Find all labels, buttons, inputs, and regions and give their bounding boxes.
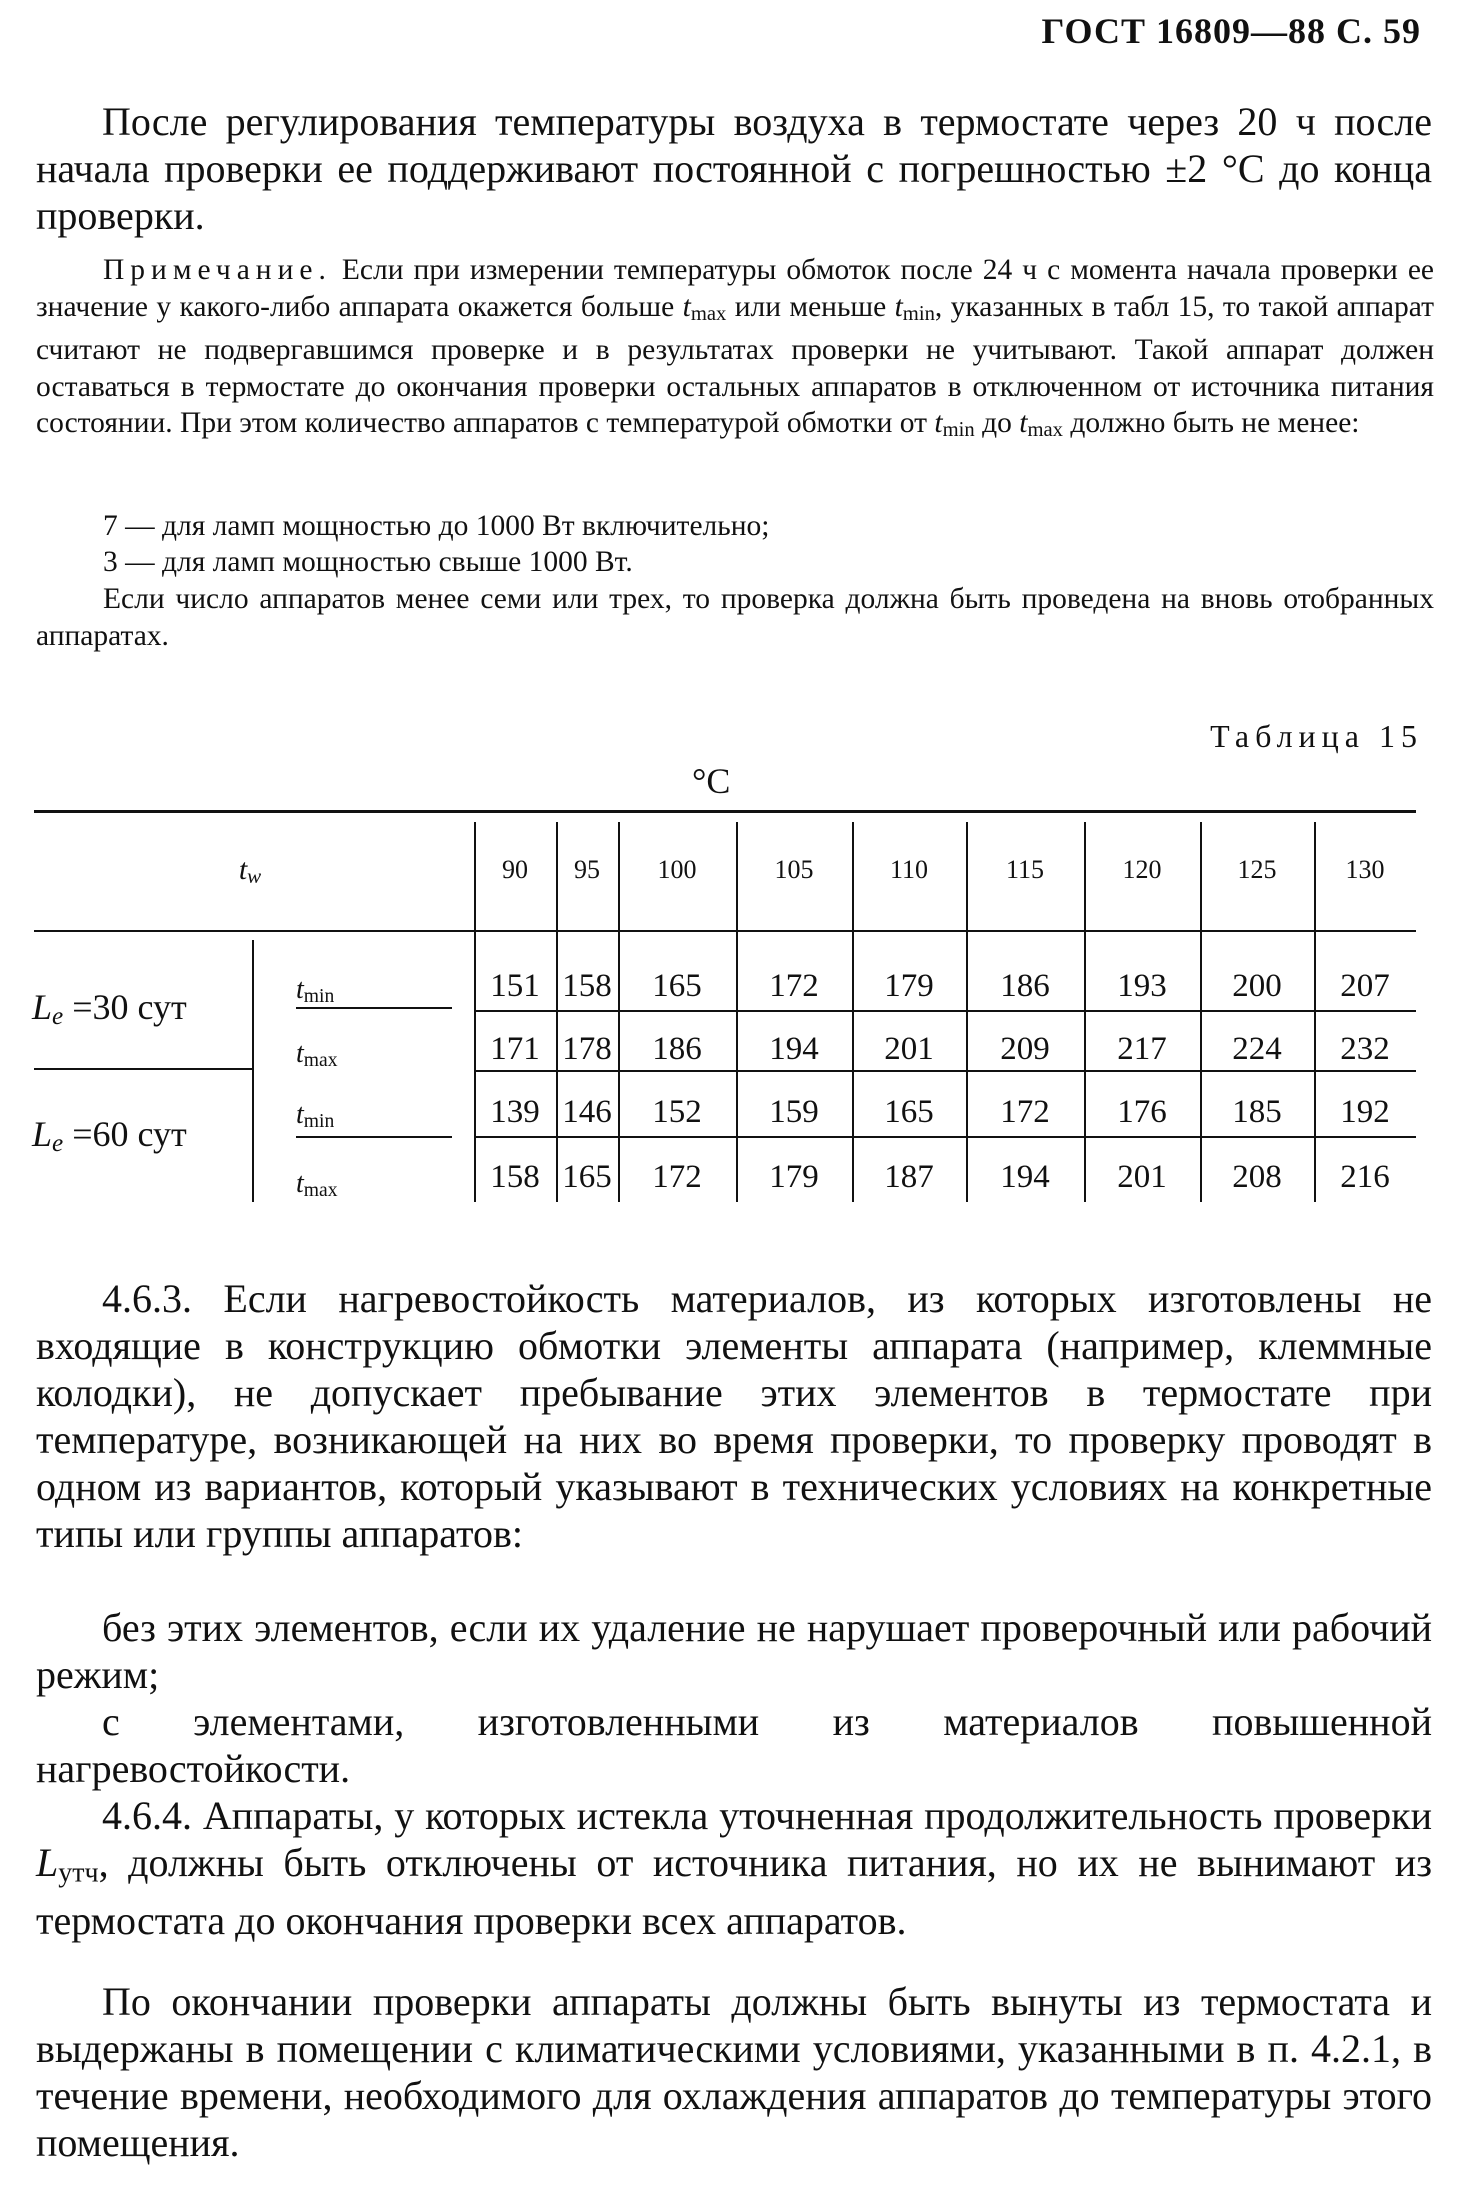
table-header-rule — [34, 930, 1416, 932]
table-cell: 139 — [490, 1094, 540, 1130]
table-cell: 201 — [1117, 1159, 1167, 1195]
table-cell: 159 — [769, 1094, 819, 1130]
sublabel-tmax-1: tmax — [296, 1038, 338, 1071]
tw-header: $t_w$ — [238, 853, 262, 889]
column-header: 125 — [1237, 855, 1277, 884]
table-cell: 165 — [562, 1159, 612, 1195]
table-cell: 201 — [884, 1031, 934, 1067]
table-cell: 186 — [1000, 968, 1050, 1004]
table-cell: 217 — [1117, 1031, 1167, 1067]
table-cell: 171 — [490, 1031, 540, 1067]
table-cell: 185 — [1232, 1094, 1282, 1130]
table-cell: 172 — [652, 1159, 702, 1195]
column-header: 130 — [1345, 855, 1385, 884]
table-cell: 179 — [884, 968, 934, 1004]
row-rule — [474, 1010, 1416, 1012]
note-item-2: 3 — для ламп мощностью свыше 1000 Вт. — [103, 546, 633, 578]
intro-paragraph: После регулирования температуры воздуха в термостате через 20 ч после начала проверки ее поддерживают постоянной с погрешностью ±2 °С до конца проверки. — [36, 99, 1432, 238]
section-4-6-4: 4.6.4. Аппараты, у которых истекла уточненная продолжительность проверки Lутч, должны быть отключены от источника питания, но их не вынимают из термостата до окончания проверки всех аппаратов. — [36, 1793, 1432, 1943]
table-cell: 193 — [1117, 968, 1167, 1004]
sublabel-underline-1 — [296, 1007, 452, 1009]
table-unit: °С — [692, 761, 731, 801]
note-label: Примечание. — [103, 254, 332, 286]
final-paragraph: По окончании проверки аппараты должны быть вынуты из термостата и выдержаны в помещении с климатическими условиями, указанными в п. 4.2.1, в течение времени, необходимого для охлаждения аппаратов до температуры этого помещения. — [36, 1979, 1432, 2165]
table-caption: Таблица 15 — [1210, 718, 1423, 754]
table-cell: 165 — [884, 1094, 934, 1130]
table-cell: 200 — [1232, 968, 1282, 1004]
table-cell: 158 — [562, 968, 612, 1004]
column-header: 100 — [657, 855, 697, 884]
table-cell: 208 — [1232, 1159, 1282, 1195]
note-paragraph: Примечание. Если при измерении температуры обмоток после 24 ч с момента начала проверки ее значение у какого-либо аппарата окажется больше $t_{max}$ или меньше $t_{min}$, указанных в табл 15, то такой аппарат считают не подвергавшимся проверке и в результатах проверки не учитывают. Такой аппарат должен оставаться в термостате до окончания проверки остальных аппаратов в отключенном от источника питания состоянии. При этом количество аппаратов с температурой обмотки от $t_{min}$ до $t_{max}$ должно быть не менее: — [36, 254, 1435, 442]
variant-1: без этих элементов, если их удаление не нарушает проверочный или рабочий режим; — [36, 1605, 1432, 1697]
page-header: ГОСТ 16809—88 С. 59 — [1041, 11, 1421, 51]
section-4-6-3: 4.6.3. Если нагревостойкость материалов, из которых изготовлены не входящие в конструкцию обмотки элементы аппарата (например, клеммные колодки), не допускает пребывание этих элементов в термостате при температуре, возникающей на них во время проверки, то проверку проводят в одном из вариантов, который указывают в технических условиях на конкретные типы или группы аппаратов: — [36, 1276, 1432, 1556]
note-item-1: 7 — для ламп мощностью до 1000 Вт включительно; — [103, 510, 770, 542]
table-cell: 192 — [1340, 1094, 1390, 1130]
table-cell: 186 — [652, 1031, 702, 1067]
table-cell: 216 — [1340, 1159, 1390, 1195]
table-cell: 194 — [1000, 1159, 1050, 1195]
table-cell: 146 — [562, 1094, 612, 1130]
note-conclusion: Если число аппаратов менее семи или трех, то проверка должна быть проведена на вновь отобранных аппаратах. — [36, 583, 1434, 652]
column-header: 115 — [1005, 855, 1045, 884]
table-cell: 179 — [769, 1159, 819, 1195]
table-cell: 172 — [1000, 1094, 1050, 1130]
sublabel-tmin-1: tmin — [296, 974, 335, 1007]
column-header: 120 — [1122, 855, 1162, 884]
group-label-60: $L_e =60$ сут — [32, 1114, 187, 1158]
column-header: 95 — [574, 855, 600, 884]
table-cell: 224 — [1232, 1031, 1282, 1067]
column-header: 90 — [502, 855, 528, 884]
table-cell: 178 — [562, 1031, 612, 1067]
group-label-30: $L_e =30$ сут — [32, 987, 187, 1031]
table-cell: 151 — [490, 968, 540, 1004]
table-cell: 232 — [1340, 1031, 1390, 1067]
label-divider — [252, 940, 254, 1202]
table-cell: 187 — [884, 1159, 934, 1195]
table-cell: 152 — [652, 1094, 702, 1130]
table-cell: 172 — [769, 968, 819, 1004]
row-rule — [474, 1070, 1416, 1072]
table-cell: 176 — [1117, 1094, 1167, 1130]
variant-2: с элементами, изготовленными из материалов повышенной нагревостойкости. — [36, 1699, 1432, 1791]
row-rule — [474, 1136, 1416, 1138]
column-header: 110 — [889, 855, 929, 884]
table-cell: 209 — [1000, 1031, 1050, 1067]
sublabel-tmax-2: tmax — [296, 1168, 338, 1201]
table-cell: 158 — [490, 1159, 540, 1195]
table-cell: 207 — [1340, 968, 1390, 1004]
table-top-rule — [34, 810, 1416, 813]
column-header: 105 — [774, 855, 814, 884]
sublabel-underline-2 — [296, 1136, 452, 1138]
sublabel-tmin-2: tmin — [296, 1099, 335, 1132]
table-cell: 165 — [652, 968, 702, 1004]
table-cell: 194 — [769, 1031, 819, 1067]
group-divider — [34, 1068, 252, 1070]
